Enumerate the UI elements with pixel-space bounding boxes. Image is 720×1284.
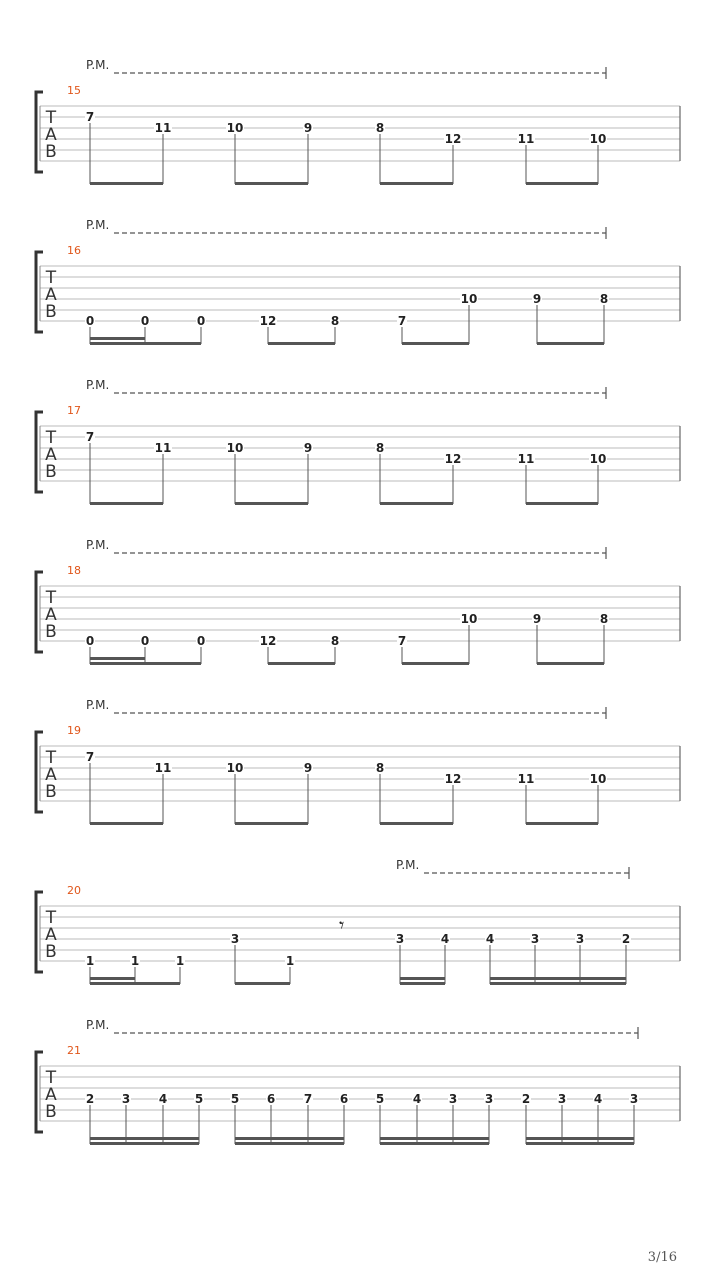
fret-number: 3: [575, 932, 585, 946]
fret-number: 10: [226, 761, 244, 775]
tab-clef-letter: A: [45, 285, 57, 305]
fret-number: 7: [85, 430, 95, 444]
fret-number: 6: [339, 1092, 349, 1106]
fret-number: 9: [532, 612, 542, 626]
fret-number: 7: [303, 1092, 313, 1106]
fret-number: 3: [629, 1092, 639, 1106]
tab-clef-letter: T: [45, 428, 57, 448]
fret-number: 11: [154, 761, 172, 775]
fret-number: 1: [130, 954, 140, 968]
tab-clef-letter: T: [45, 1068, 57, 1088]
beam: [268, 662, 335, 665]
beam: [90, 342, 201, 345]
fret-number: 8: [375, 441, 385, 455]
palm-mute-label: P.M.: [86, 538, 110, 552]
tab-clef-letter: A: [45, 445, 57, 465]
fret-number: 6: [266, 1092, 276, 1106]
fret-number: 10: [226, 121, 244, 135]
fret-number: 3: [395, 932, 405, 946]
fret-number: 2: [85, 1092, 95, 1106]
beam-secondary: [235, 1137, 344, 1140]
fret-number: 4: [485, 932, 495, 946]
tab-clef-letter: B: [45, 462, 57, 482]
fret-number: 10: [589, 772, 607, 786]
beam: [235, 502, 308, 505]
fret-number: 0: [85, 634, 95, 648]
fret-number: 0: [140, 314, 150, 328]
fret-number: 8: [375, 121, 385, 135]
tab-clef-letter: T: [45, 268, 57, 288]
fret-number: 5: [194, 1092, 204, 1106]
tab-clef-letter: B: [45, 142, 57, 162]
beam: [526, 1142, 634, 1145]
tab-clef-letter: T: [45, 908, 57, 928]
fret-number: 11: [154, 121, 172, 135]
fret-number: 3: [557, 1092, 567, 1106]
bar-number: 21: [67, 1044, 81, 1057]
beam: [402, 342, 469, 345]
fret-number: 3: [484, 1092, 494, 1106]
fret-number: 1: [285, 954, 295, 968]
fret-number: 9: [303, 761, 313, 775]
fret-number: 10: [589, 452, 607, 466]
beam: [90, 822, 163, 825]
beam: [90, 1142, 199, 1145]
fret-number: 8: [375, 761, 385, 775]
tab-clef-letter: B: [45, 782, 57, 802]
palm-mute-label: P.M.: [86, 698, 110, 712]
beam: [268, 342, 335, 345]
fret-number: 3: [230, 932, 240, 946]
beam: [90, 502, 163, 505]
tab-clef-letter: A: [45, 605, 57, 625]
beam: [90, 662, 201, 665]
beam: [90, 982, 180, 985]
beam: [537, 662, 604, 665]
beam: [235, 822, 308, 825]
fret-number: 5: [230, 1092, 240, 1106]
palm-mute-label: P.M.: [86, 378, 110, 392]
fret-number: 1: [85, 954, 95, 968]
tab-system-18: [36, 538, 680, 665]
beam: [537, 342, 604, 345]
fret-number: 10: [589, 132, 607, 146]
beam-secondary: [90, 977, 135, 980]
fret-number: 12: [444, 452, 462, 466]
fret-number: 8: [599, 292, 609, 306]
beam: [380, 1142, 489, 1145]
palm-mute-label: P.M.: [86, 218, 110, 232]
beam: [402, 662, 469, 665]
fret-number: 8: [330, 314, 340, 328]
tab-system-19: [36, 698, 680, 825]
fret-number: 0: [196, 314, 206, 328]
fret-number: 10: [226, 441, 244, 455]
fret-number: 12: [444, 132, 462, 146]
fret-number: 12: [444, 772, 462, 786]
beam: [526, 502, 598, 505]
fret-number: 7: [85, 750, 95, 764]
fret-number: 4: [158, 1092, 168, 1106]
tab-clef-letter: A: [45, 125, 57, 145]
beam-secondary: [90, 337, 145, 340]
fret-number: 9: [303, 121, 313, 135]
fret-number: 0: [140, 634, 150, 648]
tab-clef-letter: T: [45, 748, 57, 768]
bar-number: 18: [67, 564, 81, 577]
fret-number: 3: [121, 1092, 131, 1106]
fret-number: 3: [448, 1092, 458, 1106]
fret-number: 0: [85, 314, 95, 328]
fret-number: 4: [440, 932, 450, 946]
fret-number: 12: [259, 314, 277, 328]
fret-number: 2: [621, 932, 631, 946]
beam: [400, 982, 445, 985]
beam: [235, 982, 290, 985]
page-number: 3/16: [647, 1250, 677, 1265]
tab-clef-letter: T: [45, 588, 57, 608]
fret-number: 5: [375, 1092, 385, 1106]
fret-number: 8: [599, 612, 609, 626]
tab-clef-letter: T: [45, 108, 57, 128]
tab-system-20: [36, 858, 680, 985]
tab-system-16: [36, 218, 680, 345]
fret-number: 7: [85, 110, 95, 124]
fret-number: 7: [397, 314, 407, 328]
beam-secondary: [90, 1137, 199, 1140]
bar-number: 16: [67, 244, 81, 257]
tab-clef-letter: B: [45, 942, 57, 962]
fret-number: 11: [154, 441, 172, 455]
fret-number: 0: [196, 634, 206, 648]
beam: [235, 1142, 344, 1145]
eighth-rest-icon: 𝄾: [339, 913, 345, 937]
fret-number: 10: [460, 612, 478, 626]
fret-number: 10: [460, 292, 478, 306]
beam-secondary: [490, 977, 626, 980]
beam-secondary: [400, 977, 445, 980]
fret-number: 9: [532, 292, 542, 306]
fret-number: 4: [412, 1092, 422, 1106]
palm-mute-label: P.M.: [86, 58, 110, 72]
bar-number: 15: [67, 84, 81, 97]
bar-number: 19: [67, 724, 81, 737]
fret-number: 2: [521, 1092, 531, 1106]
tab-clef-letter: B: [45, 1102, 57, 1122]
fret-number: 3: [530, 932, 540, 946]
beam: [90, 182, 163, 185]
fret-number: 11: [517, 452, 535, 466]
fret-number: 11: [517, 132, 535, 146]
fret-number: 1: [175, 954, 185, 968]
beam: [380, 182, 453, 185]
tab-clef-letter: A: [45, 1085, 57, 1105]
bar-number: 17: [67, 404, 81, 417]
tab-clef-letter: A: [45, 925, 57, 945]
beam-secondary: [90, 657, 145, 660]
beam: [380, 502, 453, 505]
beam: [490, 982, 626, 985]
tab-system-21: [36, 1018, 680, 1145]
fret-number: 7: [397, 634, 407, 648]
palm-mute-label: P.M.: [86, 1018, 110, 1032]
tab-clef-letter: B: [45, 622, 57, 642]
beam: [235, 182, 308, 185]
beam: [380, 822, 453, 825]
fret-number: 9: [303, 441, 313, 455]
tab-system-17: [36, 378, 680, 505]
beam-secondary: [380, 1137, 489, 1140]
fret-number: 8: [330, 634, 340, 648]
bar-number: 20: [67, 884, 81, 897]
palm-mute-label: P.M.: [396, 858, 420, 872]
fret-number: 4: [593, 1092, 603, 1106]
tab-clef-letter: B: [45, 302, 57, 322]
beam: [526, 822, 598, 825]
beam-secondary: [526, 1137, 634, 1140]
tab-system-15: [36, 58, 680, 185]
fret-number: 11: [517, 772, 535, 786]
beam: [526, 182, 598, 185]
tab-clef-letter: A: [45, 765, 57, 785]
fret-number: 12: [259, 634, 277, 648]
